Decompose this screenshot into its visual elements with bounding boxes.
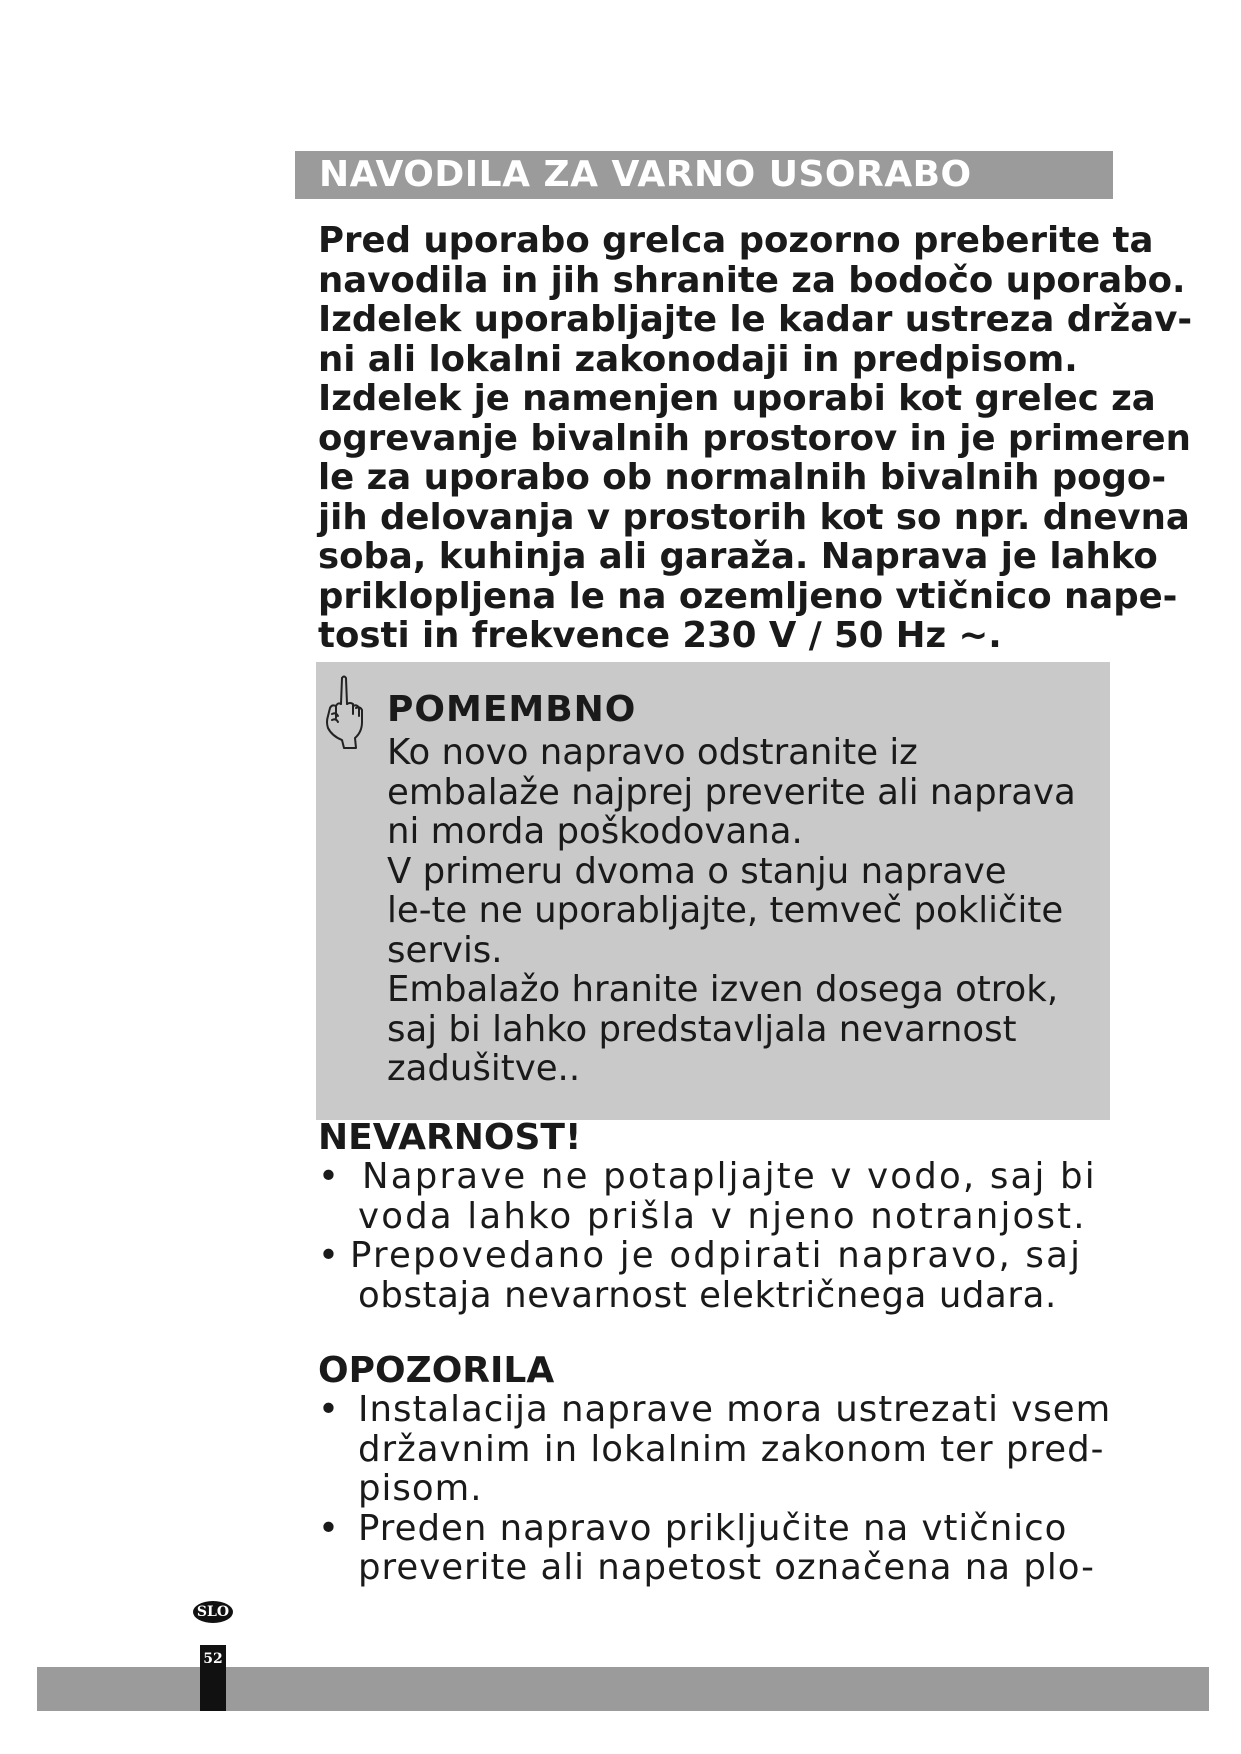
intro-line: ni ali lokalni zakonodaji in predpisom. <box>318 338 1078 380</box>
callout-line: embalaže najprej preverite ali naprava <box>387 771 1076 813</box>
callout-line: zadušitve.. <box>387 1048 581 1089</box>
list-line: državnim in lokalnim zakonom ter pred- <box>358 1428 1105 1470</box>
intro-line: priklopljena le na ozemljeno vtičnico nape- <box>318 575 1178 617</box>
page-number: 52 <box>200 1645 226 1711</box>
callout-line: ni morda poškodovana. <box>387 811 803 852</box>
intro-line: soba, kuhinja ali garaža. Naprava je lahko <box>318 536 1158 577</box>
list-line: pisom. <box>358 1468 483 1509</box>
section-title-bar: NAVODILA ZA VARNO USORABO <box>295 151 1113 199</box>
bullet: • <box>318 1389 340 1430</box>
list-line: obstaja nevarnost električnega udara. <box>358 1274 1057 1316</box>
bullet: • <box>318 1156 342 1197</box>
intro-line: ogrevanje bivalnih prostorov in je primeren <box>318 417 1191 459</box>
list-line: preverite ali napetost označena na plo- <box>358 1547 1095 1588</box>
danger-list <box>318 1157 1118 1315</box>
intro-line: le za uporabo ob normalnih bivalnih pogo- <box>318 457 1167 498</box>
callout-line: saj bi lahko predstavljala nevarnost <box>387 1008 1017 1050</box>
list-line: Naprave ne potapljajte v vodo, saj bi <box>362 1156 1097 1197</box>
intro-line: navodila in jih shranite za bodočo uporabo. <box>318 259 1186 301</box>
bullet: • <box>318 1507 340 1549</box>
list-line: Prepovedano je odpirati napravo, saj <box>350 1235 1083 1276</box>
callout-line: Embalažo hranite izven dosega otrok, <box>387 969 1059 1010</box>
intro-line: Pred uporabo grelca pozorno preberite ta <box>318 220 1154 261</box>
intro-paragraph <box>318 220 1193 656</box>
pointing-hand-icon <box>322 674 366 750</box>
callout-line: servis. <box>387 929 503 971</box>
intro-line: Izdelek je namenjen uporabi kot grelec za <box>318 378 1156 419</box>
list-line: Instalacija naprave mora ustrezati vsem <box>358 1389 1112 1430</box>
language-badge: SLO <box>193 1601 233 1623</box>
warnings-list <box>318 1390 1118 1588</box>
list-item <box>318 1236 1118 1315</box>
warnings-heading: OPOZORILA <box>318 1350 555 1391</box>
bullet: • <box>318 1235 342 1276</box>
callout-line: le-te ne uporabljajte, temveč pokličite <box>387 890 1064 931</box>
danger-heading: NEVARNOST! <box>318 1117 582 1158</box>
callout-line: Ko novo napravo odstranite iz <box>387 732 918 773</box>
list-item <box>318 1157 1118 1236</box>
list-item <box>318 1509 1118 1588</box>
list-line: voda lahko prišla v njeno notranjost. <box>358 1195 1087 1237</box>
intro-line: jih delovanja v prostorih kot so npr. dnevna <box>318 496 1190 538</box>
callout-line: V primeru dvoma o stanju naprave <box>387 850 1007 892</box>
intro-line: tosti in frekvence 230 V / 50 Hz ~. <box>318 615 1002 656</box>
callout-text <box>387 733 1107 1089</box>
list-item <box>318 1390 1118 1509</box>
callout-title: POMEMBNO <box>387 689 637 730</box>
list-line: Preden napravo priključite na vtičnico <box>358 1507 1068 1549</box>
intro-line: Izdelek uporabljajte le kadar ustreza držav- <box>318 299 1193 340</box>
